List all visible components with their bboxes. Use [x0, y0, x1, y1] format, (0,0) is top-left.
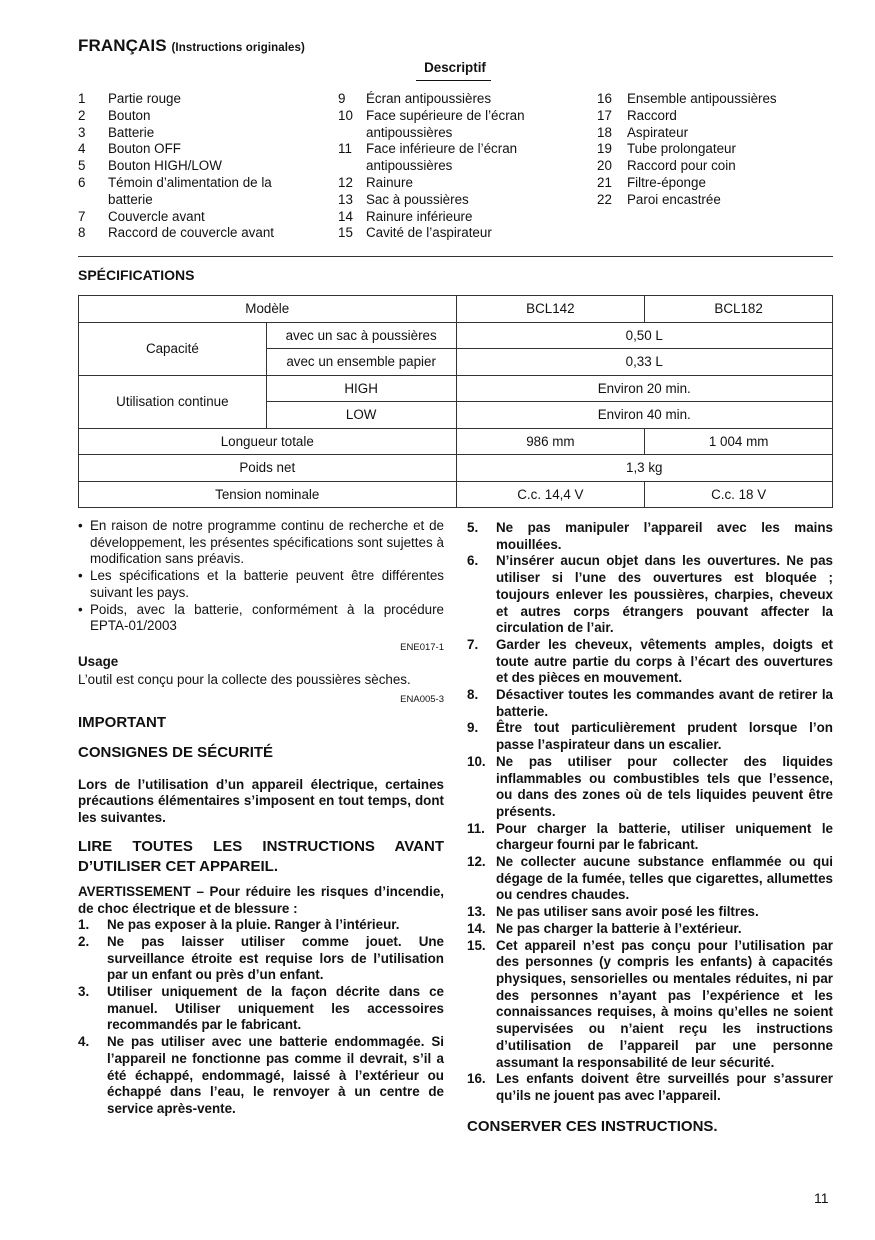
part-label: Sac à poussières [366, 191, 469, 207]
part-label: Couvercle avant [108, 208, 205, 224]
safety-rule [467, 904, 833, 921]
safety-rules-right [467, 520, 833, 1105]
part-item [338, 91, 568, 108]
part-item [338, 192, 568, 209]
part-number: 7 [78, 208, 86, 224]
capacity-bag-value: 0,50 L [456, 322, 832, 349]
keep-instructions-heading: CONSERVER CES INSTRUCTIONS. [467, 1117, 718, 1135]
important-heading: IMPORTANT [78, 714, 167, 732]
weight-value: 1,3 kg [456, 455, 832, 482]
rule-number: 8. [467, 687, 479, 703]
safety-rule [467, 553, 833, 637]
specifications-table [78, 295, 833, 508]
safety-rule [467, 520, 833, 553]
part-item [597, 108, 837, 125]
language-label: FRANÇAIS [78, 36, 167, 55]
table-row [79, 322, 833, 349]
warning-text: AVERTISSEMENT – Pour réduire les risques d’incendie, de choc électrique et de blessure : [78, 883, 444, 916]
voltage-label: Tension nominale [79, 481, 457, 508]
high-value: Environ 20 min. [456, 375, 832, 402]
part-label: Témoin d’alimentation de la batterie [108, 174, 272, 207]
part-item [78, 91, 318, 108]
rule-text: Ne pas utiliser sans avoir posé les filtres. [496, 904, 759, 920]
note-item: • Les spécifications et la batterie peuvent être différentes suivant les pays. [78, 568, 444, 600]
part-item [597, 158, 837, 175]
rule-number: 11. [467, 820, 485, 836]
part-item [78, 141, 318, 158]
rule-text: Ne pas utiliser avec une batterie endommagée. Si l’appareil ne fonctionne pas comme il devrait, s’il a été échappé, endommagé, laissé à l’extérieur ou échappé dans l’eau, le renvoyer à un centre de service après-vente. [107, 1034, 444, 1116]
rule-number: 15. [467, 937, 486, 953]
part-label: Bouton OFF [108, 141, 181, 157]
part-label: Tube prolongateur [627, 141, 736, 157]
rule-number: 7. [467, 636, 479, 652]
capacity-paper-value: 0,33 L [456, 349, 832, 376]
safety-rule [467, 754, 833, 821]
part-item [338, 225, 568, 242]
table-row [79, 455, 833, 482]
safety-heading: CONSIGNES DE SÉCURITÉ [78, 744, 274, 762]
page-number: 11 [814, 1190, 829, 1206]
length-b: 1 004 mm [645, 428, 833, 455]
rule-text: Pour charger la batterie, utiliser uniquement le chargeur fourni par le fabricant. [496, 820, 833, 853]
rule-text: Utiliser uniquement de la façon décrite dans ce manuel. Utiliser uniquement les accessoires recommandés par le fabricant. [107, 984, 444, 1033]
part-number: 2 [78, 107, 86, 123]
part-item [78, 108, 318, 125]
part-item [78, 175, 318, 209]
rule-text: Ne pas exposer à la pluie. Ranger à l’intérieur. [107, 917, 400, 933]
rule-text: Ne pas utiliser pour collecter des liquides inflammables ou combustibles tels que l’essence, ou dans des zones où de tels liquides peuvent être présents. [496, 753, 833, 819]
part-number: 3 [78, 124, 86, 140]
safety-rule [467, 637, 833, 687]
note-item: • Poids, avec la batterie, conformément à la procédure EPTA-01/2003 [78, 601, 444, 634]
part-number: 18 [597, 124, 612, 140]
part-label: Écran antipoussières [366, 91, 492, 106]
part-item [597, 91, 837, 108]
rule-text: Ne pas manipuler l’appareil avec les mains mouillées. [496, 520, 833, 552]
part-number: 22 [597, 191, 612, 207]
part-item [78, 158, 318, 175]
part-number: 10 [338, 107, 353, 123]
rule-text: Garder les cheveux, vêtements amples, doigts et toute autre partie du corps à l’écart des ouvertures et des pièces en mouvement. [496, 636, 833, 686]
page-title [78, 36, 305, 56]
table-row [79, 375, 833, 402]
part-label: Rainure inférieure [366, 208, 473, 224]
part-item [597, 192, 837, 209]
part-label: Face supérieure de l’écran antipoussières [366, 107, 525, 140]
part-label: Partie rouge [108, 91, 181, 106]
safety-rules-left [78, 917, 444, 1117]
part-number: 21 [597, 174, 612, 190]
rule-text: Cet appareil n’est pas conçu pour l’utilisation par des personnes (y compris les enfants) à capacités physiques, sensorielles ou mentales réduites, ni par des personnes n’ayant pas l’expérience et les connaissances requises, à moins qu’elles ne soient supervisées ou n’aient reçu les instructions d’utilisation de l’appareil par une personne assumant la responsabilité de leur sécurité. [496, 937, 833, 1070]
part-number: 8 [78, 225, 86, 241]
capacity-label: Capacité [79, 322, 267, 375]
safety-rule [467, 854, 833, 904]
usage-text: L’outil est conçu pour la collecte des poussières sèches. [78, 671, 411, 687]
part-number: 9 [338, 91, 346, 106]
table-row [79, 428, 833, 455]
part-label: Aspirateur [627, 124, 689, 140]
part-number: 14 [338, 208, 353, 224]
part-item [338, 108, 568, 142]
rule-text: Ne pas laisser utiliser comme jouet. Une surveillance étroite est requise lors de l’utilisation par un enfant ou près d’un enfant. [107, 933, 444, 983]
voltage-a: C.c. 14,4 V [456, 481, 645, 508]
part-label: Raccord de couvercle avant [108, 225, 274, 241]
rule-number: 16. [467, 1071, 486, 1087]
rule-text: Ne pas charger la batterie à l’extérieur. [496, 920, 742, 936]
part-number: 4 [78, 141, 86, 157]
low-label: LOW [266, 402, 456, 429]
part-item [338, 141, 568, 175]
part-label: Raccord pour coin [627, 158, 736, 174]
part-number: 12 [338, 174, 353, 190]
part-item [597, 175, 837, 192]
parts-list-col3 [597, 91, 837, 209]
part-label: Filtre-éponge [627, 174, 706, 190]
length-label: Longueur totale [79, 428, 457, 455]
rule-number: 12. [467, 854, 486, 870]
part-number: 1 [78, 91, 86, 106]
voltage-b: C.c. 18 V [645, 481, 833, 508]
bullet-icon: • [78, 518, 83, 533]
parts-list-col1 [78, 91, 318, 242]
part-item [78, 209, 318, 226]
rule-number: 3. [78, 984, 90, 1000]
part-number: 17 [597, 107, 612, 123]
bullet-icon: • [78, 601, 83, 617]
part-label: Face inférieure de l’écran antipoussières [366, 141, 518, 174]
part-item [78, 125, 318, 142]
part-number: 20 [597, 158, 612, 174]
note-item: • En raison de notre programme continu de recherche et de développement, les présentes spécifications sont sujettes à modification sans préavis. [78, 518, 444, 567]
left-column [78, 518, 444, 1118]
reference-code: ENE017-1 [400, 641, 444, 653]
rule-text: Être tout particulièrement prudent lorsque l’on passe l’aspirateur dans un escalier. [496, 720, 833, 753]
rule-number: 4. [78, 1034, 90, 1050]
continuous-label: Utilisation continue [79, 375, 267, 428]
part-label: Ensemble antipoussières [627, 91, 777, 106]
table-row [79, 481, 833, 508]
table-row [79, 296, 833, 323]
right-column [467, 520, 833, 1135]
safety-intro: Lors de l’utilisation d’un appareil électrique, certaines précautions élémentaires s’imposent en tout temps, dont les suivantes. [78, 776, 444, 826]
part-label: Paroi encastrée [627, 191, 721, 207]
rule-text: Les enfants doivent être surveillés pour s’assurer qu’ils ne jouent pas avec l’appareil. [496, 1071, 833, 1103]
model-label: Modèle [79, 296, 457, 323]
part-label: Rainure [366, 174, 413, 190]
part-number: 15 [338, 225, 353, 241]
descriptif-underline [416, 80, 491, 81]
safety-rule [467, 720, 833, 753]
usage-heading: Usage [78, 653, 119, 669]
read-all-heading: LIRE TOUTES LES INSTRUCTIONS AVANT D’UTILISER CET APPAREIL. [78, 837, 444, 875]
model-a: BCL142 [456, 296, 645, 323]
rule-number: 2. [78, 933, 90, 949]
part-number: 16 [597, 91, 612, 106]
descriptif-heading: Descriptif [424, 60, 486, 75]
safety-rule [467, 1071, 833, 1104]
safety-rule [78, 1034, 444, 1118]
part-item [597, 141, 837, 158]
rule-number: 13. [467, 904, 486, 920]
language-note: (Instructions originales) [171, 42, 305, 54]
length-a: 986 mm [456, 428, 645, 455]
part-label: Raccord [627, 107, 677, 123]
rule-number: 9. [467, 720, 479, 736]
part-number: 13 [338, 191, 353, 207]
low-value: Environ 40 min. [456, 402, 832, 429]
part-number: 19 [597, 141, 612, 157]
part-item [338, 175, 568, 192]
safety-rule [467, 921, 833, 938]
part-label: Cavité de l’aspirateur [366, 225, 492, 241]
rule-number: 14. [467, 920, 486, 936]
specifications-heading: SPÉCIFICATIONS [78, 267, 195, 283]
part-label: Bouton HIGH/LOW [108, 158, 222, 174]
bullet-icon: • [78, 568, 83, 584]
part-item [597, 125, 837, 142]
high-label: HIGH [266, 375, 456, 402]
safety-rule [467, 821, 833, 854]
weight-label: Poids net [79, 455, 457, 482]
part-number: 6 [78, 174, 86, 190]
part-label: Bouton [108, 107, 151, 123]
rule-number: 1. [78, 917, 90, 933]
rule-text: N’insérer aucun objet dans les ouvertures. Ne pas utiliser si l’une des ouvertures est bloquée ; toujours enlever les poussières, charpies, cheveux et autres corps étrangers pouvant affecter la circulation de l’air. [496, 553, 833, 636]
capacity-paper-label: avec un ensemble papier [266, 349, 456, 376]
part-number: 11 [338, 141, 352, 157]
parts-list-col2 [338, 91, 568, 242]
rule-number: 6. [467, 553, 479, 569]
section-divider [78, 256, 833, 257]
reference-code: ENA005-3 [400, 694, 444, 706]
safety-rule [78, 917, 444, 934]
part-item [78, 225, 318, 242]
safety-rule [467, 687, 833, 720]
part-number: 5 [78, 158, 86, 174]
safety-rule [467, 938, 833, 1072]
rule-number: 5. [467, 520, 479, 535]
rule-text: Désactiver toutes les commandes avant de retirer la batterie. [496, 687, 833, 719]
part-label: Batterie [108, 124, 155, 140]
part-item [338, 209, 568, 226]
capacity-bag-label: avec un sac à poussières [266, 322, 456, 349]
safety-rule [78, 934, 444, 984]
safety-rule [78, 984, 444, 1034]
rule-text: Ne collecter aucune substance enflammée ou qui dégage de la fumée, telles que cigarettes, allumettes ou cendres chaudes. [496, 854, 833, 903]
model-b: BCL182 [645, 296, 833, 323]
rule-number: 10. [467, 753, 486, 769]
